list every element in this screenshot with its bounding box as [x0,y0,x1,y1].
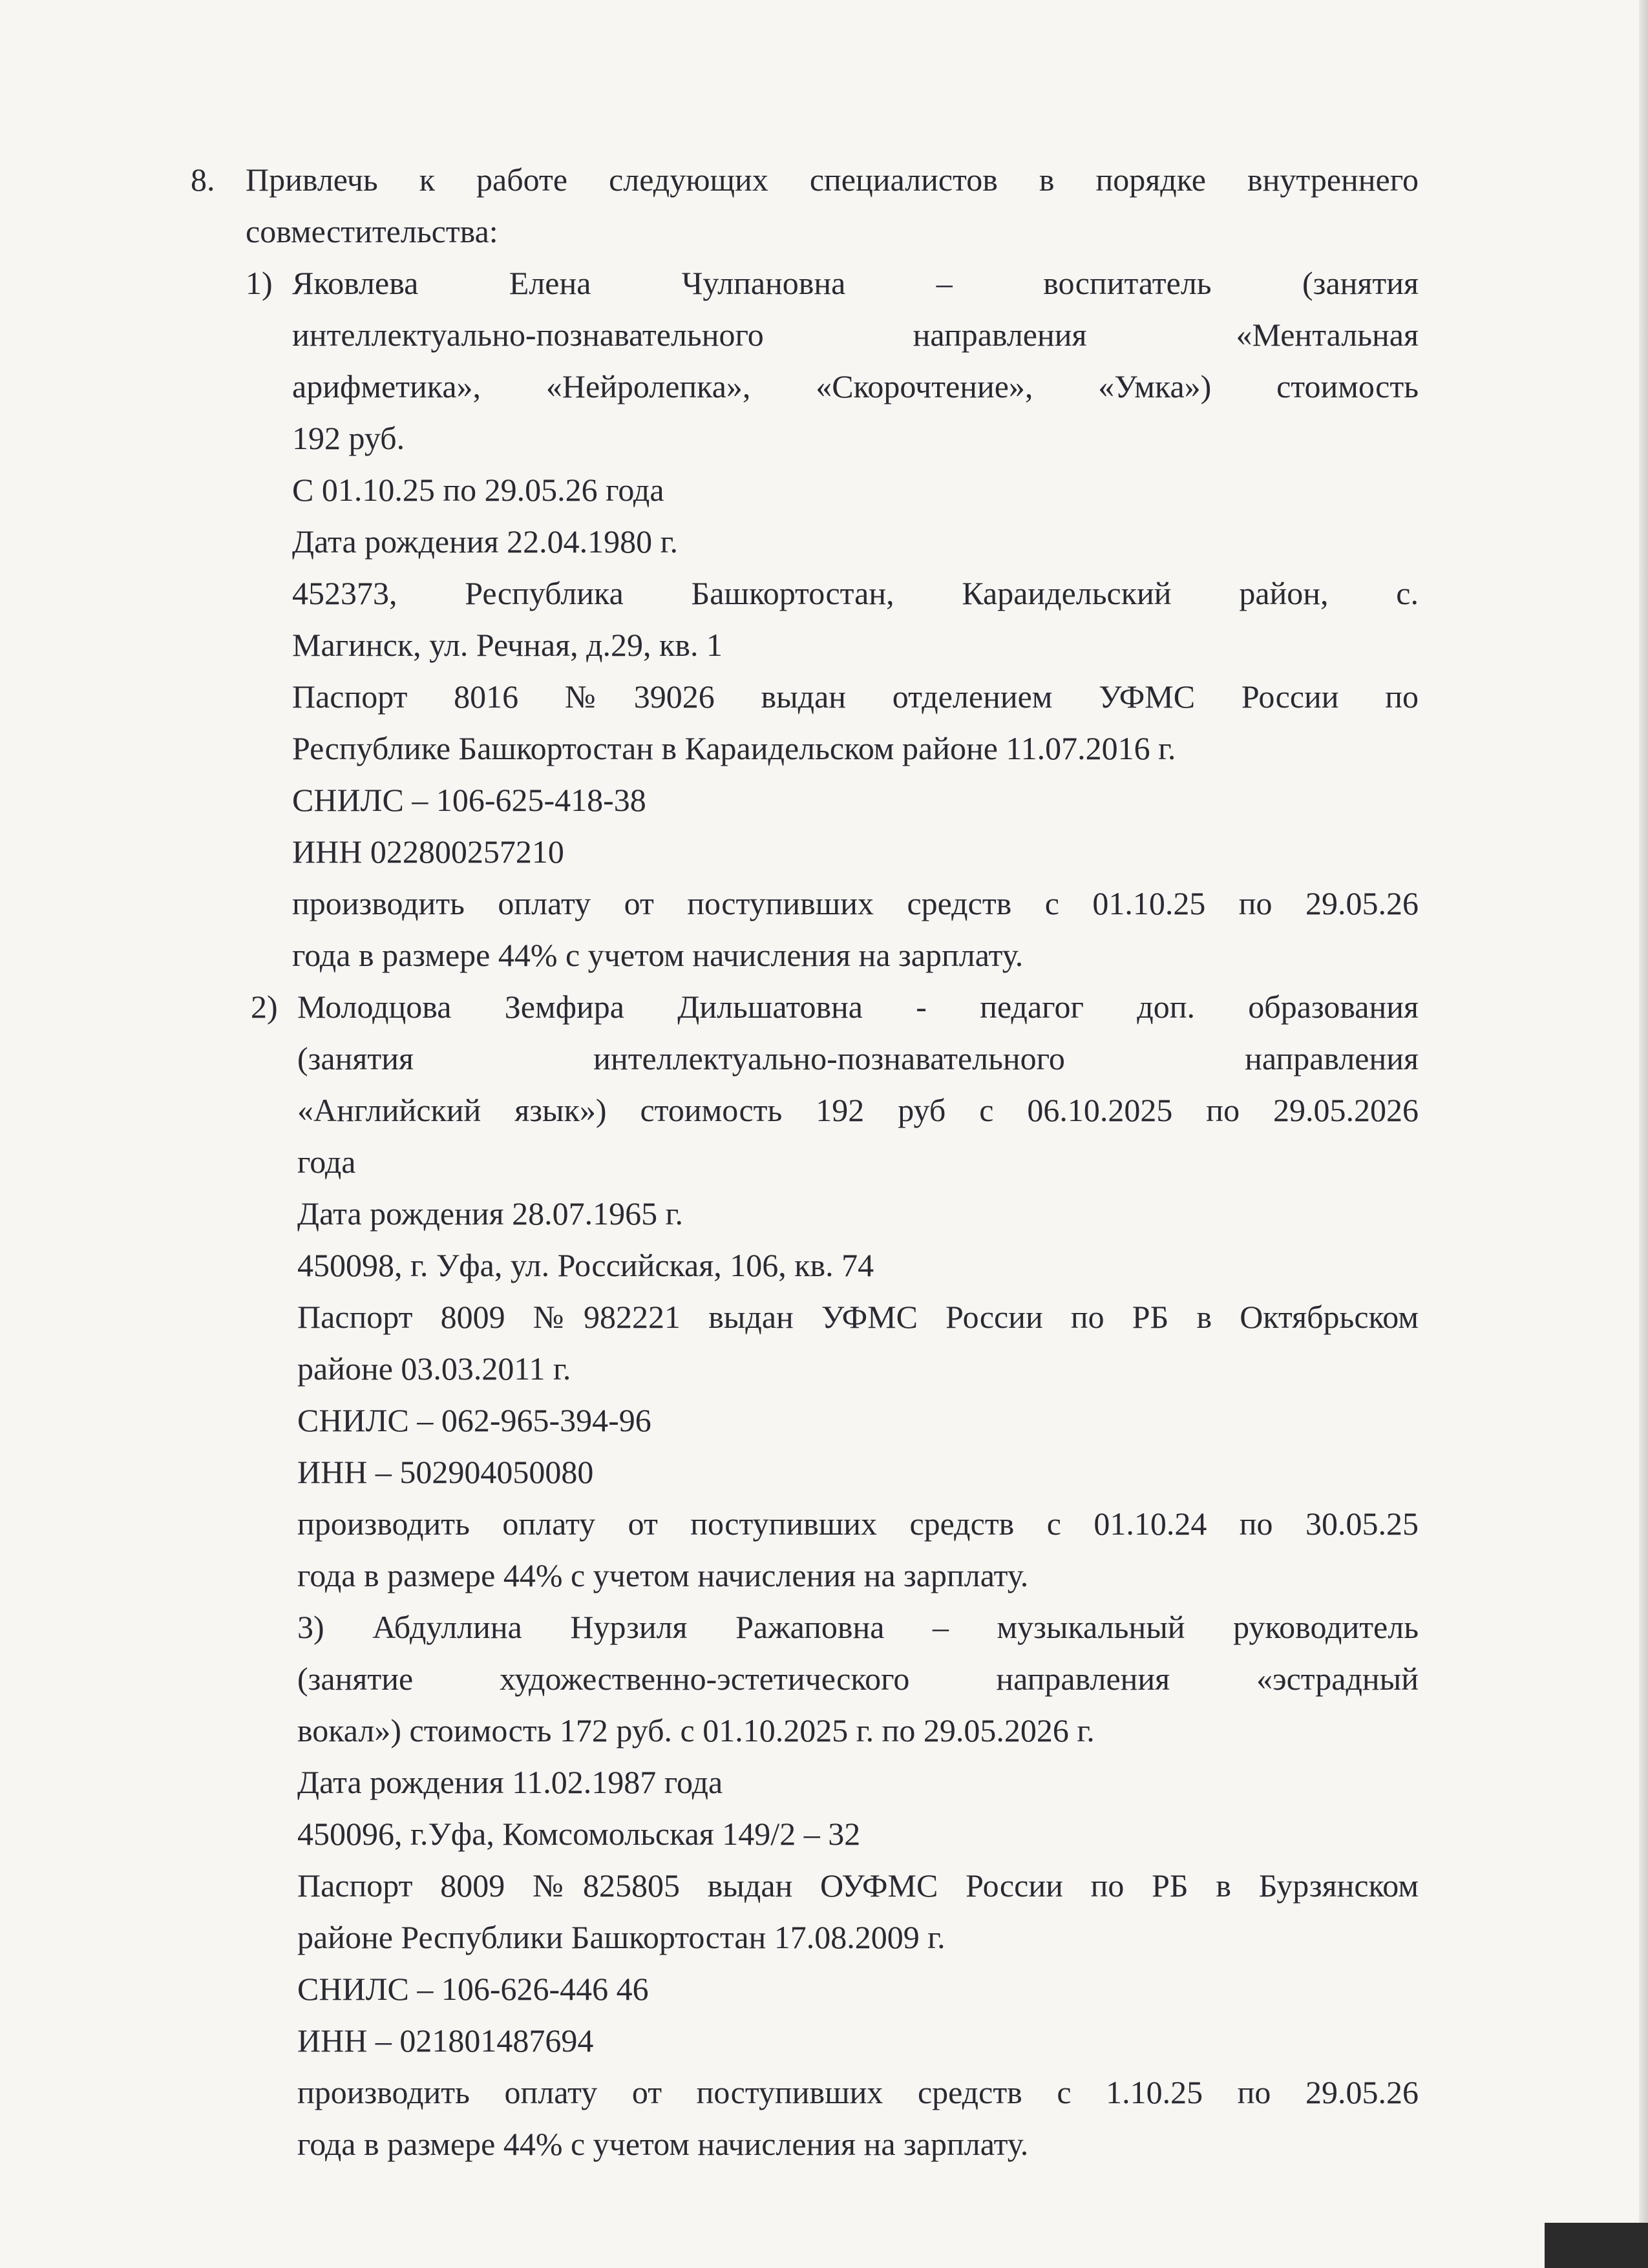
text-line: Привлечь к работе следующих специалистов в порядке внутреннего [246,162,1419,198]
text-line: производить оплату от поступивших средств с 01.10.24 по 30.05.25 [297,1506,1419,1542]
text-line: Паспорт 8009 №825805 выдан ОУФМС России по РБ в Бурзянском [297,1867,1419,1904]
specialist-3 [297,1601,1419,2170]
text-line: «Английский язык») стоимость 192 руб с 06.10.2025 по 29.05.2026 [297,1092,1419,1128]
item-number: 8. [191,162,215,198]
specialist-number: 3) [297,1609,324,1645]
specialist-number: 2) [251,989,278,1025]
text-line: С 01.10.25 по 29.05.26 года [292,472,664,508]
text-line: Паспорт 8016 №39026 выдан отделением УФМС России по [292,678,1419,715]
text-line: интеллектуально-познавательного направления «Ментальная [292,317,1419,353]
text-line: ИНН 022800257210 [292,834,564,870]
text-line: производить оплату от поступивших средств с 1.10.25 по 29.05.26 [297,2074,1419,2110]
text-line: Магинск, ул. Речная, д.29, кв. 1 [292,627,723,663]
text-line: 450096, г.Уфа, Комсомольская 149/2 – 32 [297,1816,861,1852]
text-line: районе 03.03.2011 г. [297,1350,571,1387]
text-line: года в размере 44% с учетом начисления на зарплату. [297,1557,1029,1593]
text-line: Дата рождения 11.02.1987 года [297,1764,723,1800]
list-item-8 [191,154,1419,2170]
text-line: ИНН – 021801487694 [297,2022,594,2059]
scan-corner-shadow [1545,2223,1648,2268]
text-line: 450098, г. Уфа, ул. Российская, 106, кв. 74 [297,1247,874,1283]
text-line: арифметика», «Нейролепка», «Скорочтение», «Умка») стоимость [292,368,1419,404]
specialist-details [292,257,1419,981]
text-line: СНИЛС – 106-626-446 46 [297,1971,649,2007]
text-line: вокал») стоимость 172 руб. с 01.10.2025 г. по 29.05.2026 г. [297,1712,1095,1748]
document-page [191,154,1419,2170]
text-line: Яковлева Елена Чулпановна – воспитатель (занятия [292,265,1419,301]
specialist-name-line: Абдуллина Нурзиля Ражаповна – музыкальный руководитель [372,1609,1419,1645]
text-line: СНИЛС – 106-625-418-38 [292,782,646,818]
item-body [246,154,1419,2170]
scan-edge [1639,0,1648,2268]
specialist-2 [251,981,1419,1601]
specialist-details [297,981,1419,1601]
text-line: Республике Башкортостан в Караидельском районе 11.07.2016 г. [292,730,1176,766]
text-line: Молодцова Земфира Дильшатовна - педагог доп. образования [297,989,1419,1025]
text-line: 192 руб. [292,420,405,456]
specialist-number: 1) [246,265,273,301]
text-line [297,1601,1419,1653]
text-line: 452373, Республика Башкортостан, Караидельский район, с. [292,575,1419,611]
text-line: Дата рождения 28.07.1965 г. [297,1195,683,1232]
text-line: (занятие художественно-эстетического направления «эстрадный [297,1661,1419,1697]
text-line: СНИЛС – 062-965-394-96 [297,1402,651,1438]
specialist-1 [246,257,1419,981]
text-line: Дата рождения 22.04.1980 г. [292,523,678,560]
text-line: Паспорт 8009 №982221 выдан УФМС России по РБ в Октябрьском [297,1299,1419,1335]
text-line: (занятия интеллектуально-познавательного направления [297,1040,1419,1076]
text-line: районе Республики Башкортостан 17.08.2009 г. [297,1919,945,1955]
text-line: года в размере 44% с учетом начисления на зарплату. [292,937,1024,973]
text-line: ИНН – 502904050080 [297,1454,594,1490]
text-line: года [297,1144,356,1180]
text-line: года в размере 44% с учетом начисления на зарплату. [297,2126,1029,2162]
text-line: совместительства: [246,213,498,249]
text-line: производить оплату от поступивших средств с 01.10.25 по 29.05.26 [292,885,1419,921]
